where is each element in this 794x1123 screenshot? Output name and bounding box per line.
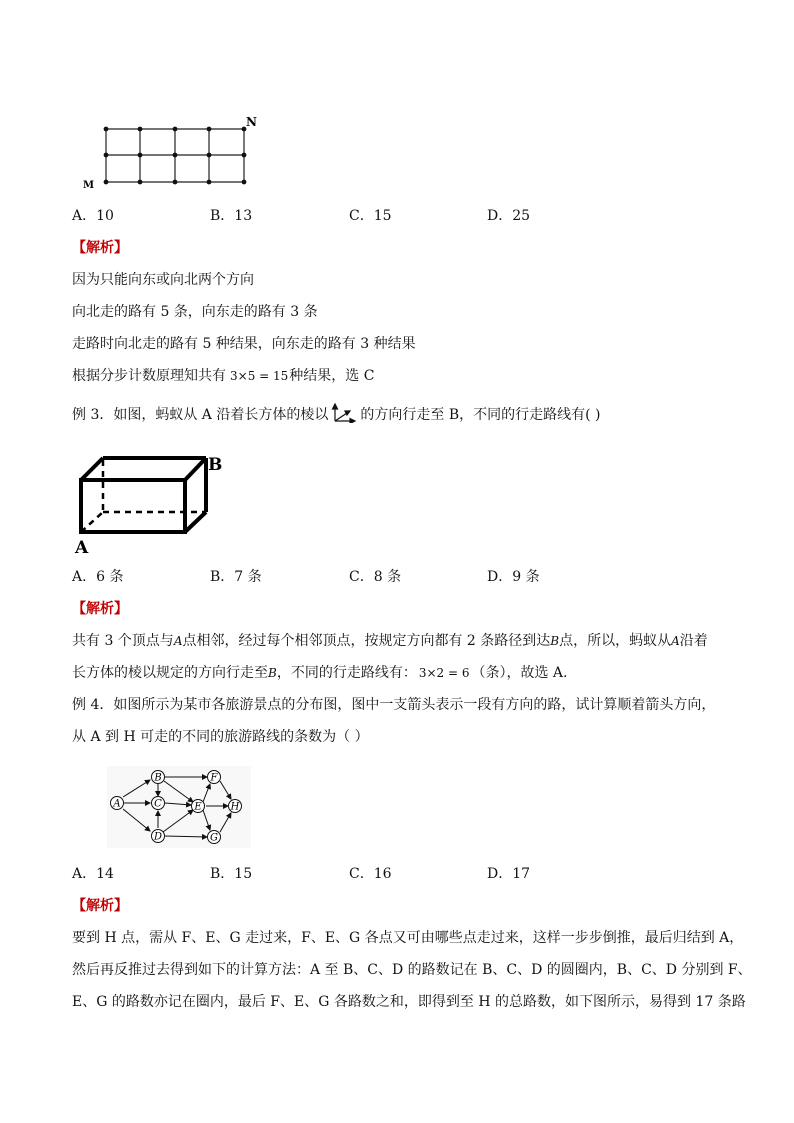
q2-analysis-label: 【解析】 [72, 240, 128, 256]
q4-stem-line1: 例 4．如图所示为某市各旅游景点的分布图，图中一支箭头表示一段有方向的路，试计算顺着箭头方向， [72, 697, 716, 713]
q3-stem-post: 的方向行走至 B，不同的行走路线有( ) [360, 407, 601, 423]
q2-solution-line2: 向北走的路有 5 条，向东走的路有 3 条 [72, 304, 318, 320]
q4-option-c: C．16 [349, 866, 392, 882]
q2-solution-line4-post: 种结果，选 C [289, 368, 375, 384]
q3-option-d: D．9 条 [487, 569, 540, 585]
q3-stem-pre: 例 3．如图，蚂蚁从 A 沿着长方体的棱以 [72, 407, 329, 423]
q3-solution-var-a: A [173, 634, 183, 648]
q4-solution-line2: 然后再反推过去得到如下的计算方法：A 至 B、C、D 的路数记在 B、C、D 的圆圈内，B、C、D 分别到 F、 [72, 962, 752, 978]
q3-solution-text: ，不同的行走路线有： [276, 665, 417, 681]
q4-solution-line1: 要到 H 点，需从 F、E、G 走过来，F、E、G 各点又可由哪些点走过来，这样一步步倒推，最后归结到 A， [72, 930, 744, 946]
q3-option-c: C．8 条 [349, 569, 402, 585]
grid-label-m: M [83, 180, 95, 191]
q2-solution-line1: 因为只能向东或向北两个方向 [72, 272, 254, 288]
cuboid-label-b: B [208, 455, 223, 475]
route-node-d: D [153, 831, 163, 843]
q3-solution-line2 [72, 663, 568, 683]
q4-option-a: A．14 [72, 866, 114, 882]
q4-stem-line2: 从 A 到 H 可走的不同的旅游路线的条数为（ ） [72, 729, 369, 745]
q2-option-d: D．25 [487, 208, 531, 224]
q2-option-c: C．15 [349, 208, 392, 224]
q4-option-d: D．17 [487, 866, 531, 882]
q4-option-b: B．15 [210, 866, 253, 882]
grid-label-n: N [246, 115, 257, 129]
q3-solution-line1 [72, 631, 708, 651]
q3-solution-text: 长方体的棱以规定的方向行走至 [72, 665, 268, 681]
q3-option-a: A．6 条 [72, 569, 124, 585]
cuboid-figure [72, 450, 232, 560]
q2-solution-line3: 走路时向北走的路有 5 种结果，向东走的路有 3 种结果 [72, 336, 416, 352]
route-node-b: B [154, 772, 162, 784]
q2-option-a: A．10 [72, 208, 114, 224]
q3-solution-text: （条），故选 A. [471, 665, 568, 681]
q3-solution-var-b: B [268, 666, 277, 680]
route-graph-figure [105, 762, 255, 852]
route-node-h: H [230, 801, 240, 813]
q2-solution-formula: 3×5 = 15 [230, 369, 289, 383]
q2-solution-line4 [72, 366, 374, 386]
q3-solution-var-b: B [550, 634, 560, 648]
q2-option-b: B．13 [210, 208, 253, 224]
route-node-g: G [210, 832, 218, 844]
q3-stem [72, 403, 601, 425]
direction-arrows-icon [331, 403, 357, 423]
grid-figure [78, 112, 268, 192]
q3-option-b: B．7 条 [210, 569, 262, 585]
q4-solution-line3: E、G 的路数亦记在圈内，最后 F、E、G 各路数之和，即得到至 H 的总路数，如下图所示，易得到 17 条路 [72, 994, 746, 1010]
q3-analysis-label: 【解析】 [72, 601, 128, 617]
route-node-f: F [210, 772, 218, 784]
cuboid-label-a: A [75, 538, 89, 558]
q3-solution-formula: 3×2 = 6 [418, 666, 470, 680]
q3-solution-text: 共有 3 个顶点与 [72, 633, 174, 649]
q2-solution-line4-pre: 根据分步计数原理知共有 [72, 368, 226, 384]
route-node-a: A [113, 798, 121, 810]
q3-solution-var-a: A [671, 634, 680, 648]
route-node-e: E [194, 801, 202, 813]
q3-solution-text: 点，所以，蚂蚁从 [559, 633, 672, 649]
q3-solution-text: 沿着 [679, 633, 708, 649]
route-node-c: C [154, 798, 162, 810]
q3-solution-text: 点相邻，经过每个相邻顶点，按规定方向都有 2 条路径到达 [182, 633, 551, 649]
q4-analysis-label: 【解析】 [72, 898, 128, 914]
